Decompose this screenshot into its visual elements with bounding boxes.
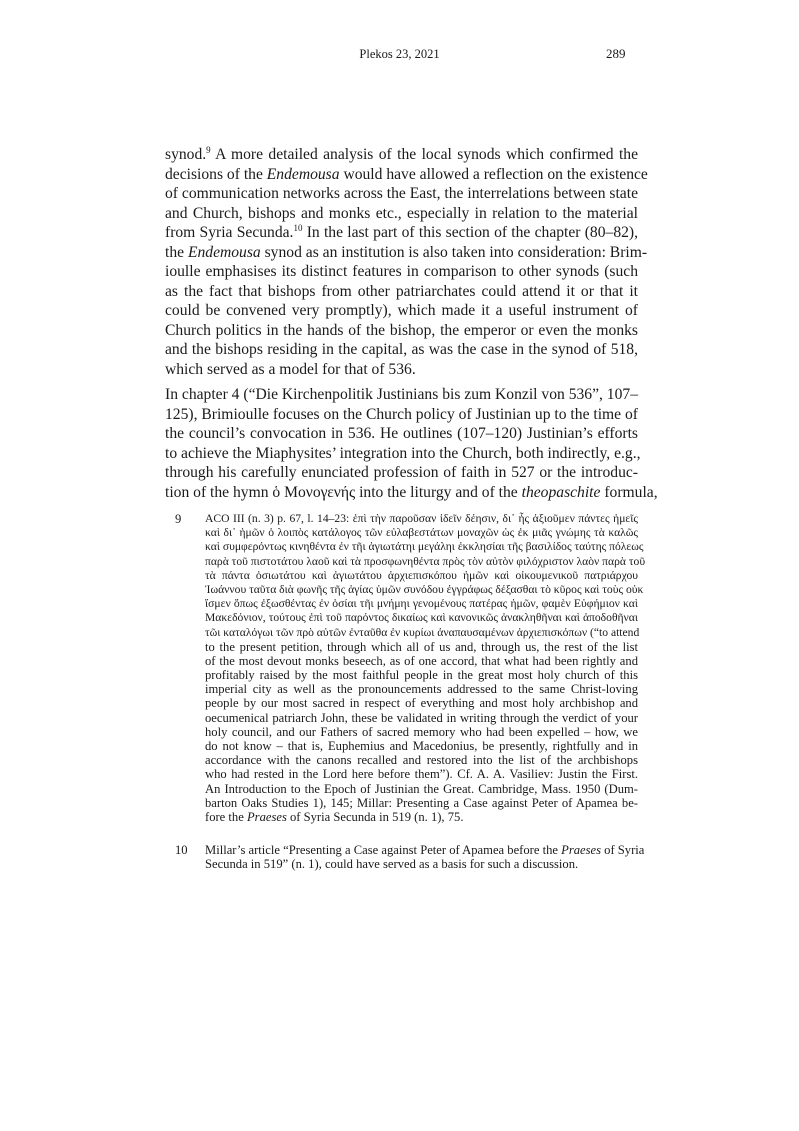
text-run: who had rested in the Lord here before them”). Cf. A. A. Vasiliev: Justin the First. [205, 767, 638, 782]
text-line [165, 165, 648, 185]
text-run: and Church, bishops and monks etc., especially in relation to the material [165, 204, 638, 222]
italic-text: theopaschite [521, 483, 601, 501]
footnote-line [205, 725, 638, 739]
text-run: the council’s convocation in 536. He outlines (107–120) Justinian’s efforts [165, 425, 638, 442]
text-line [165, 385, 638, 405]
footnote-reference: 9 [206, 144, 211, 155]
greek-quote-line [205, 540, 644, 554]
text-run: A more detailed analysis of the local synods which confirmed the [210, 146, 638, 163]
footnote-line [205, 753, 638, 767]
paragraph-1 [165, 144, 648, 379]
text-run: Μακεδόνιον, τούτους ἐπὶ τοῦ παρόντος δικαίως καὶ κανονικῶς ἀνακληθῆναι καὶ ἀποδοθῆναι [205, 611, 638, 625]
footnote-line [205, 640, 638, 654]
text-run: of communication networks across the East, the interrelations between state [165, 185, 638, 202]
text-run: τὰ πάντα ὁσιωτάτου καὶ ἁγιωτάτου ἀρχιεπισκόπου ἡμῶν καὶ οἰκουμενικοῦ πατριάρχου [205, 568, 638, 582]
text-line [165, 424, 638, 444]
text-run: synod as an institution is also taken into consideration: Brim- [260, 243, 648, 261]
text-run: τῶι καταλόγωι τῶν πρὸ αὐτῶν ἐνταῦθα ἐν κυρίωι ἀναπαυσαμένων ἀρχιεπισκόπων (“to attend [205, 625, 640, 639]
text-run: Secunda in 519” (n. 1), could have served as a basis for such a discussion. [205, 857, 579, 872]
footnote-line [205, 810, 638, 824]
footnote-number: 9 [175, 512, 182, 526]
text-run: of Syria [601, 843, 645, 857]
text-line [165, 145, 638, 165]
italic-text: Endemousa [266, 165, 340, 183]
text-run: as the fact that bishops from other patriarchates could attend it or that it [165, 282, 638, 300]
text-run: ACO III (n. 3) p. 67, l. 14–23: ἐπὶ τὴν παροῦσαν ἰδεῖν δέησιν, δι᾽ ἧς ἀξιοῦμεν πάντες ἡμεῖς [205, 512, 638, 525]
greek-quote-line [205, 582, 644, 597]
text-line [165, 483, 658, 503]
text-run: καὶ συμφερόντως κινηθέντα ἐν τῆι ἁγιωτάτηι μεγάληι ἐκκλησίαι τῆς βασιλίδος ταύτης πόλεως [205, 540, 644, 554]
text-run: 125), Brimioulle focuses on the Church policy of Justinian up to the time of [165, 405, 638, 423]
text-run: oecumenical patriarch John, these be validated in writing through the verdict of your [205, 710, 638, 725]
text-line [165, 243, 648, 263]
footnote-line [205, 654, 638, 668]
text-run: ἴσμεν ὅπως ἐξωσθέντας ἐν ὁσίαι τῆι μνήμηι γενομένους πατέρας ἡμῶν, φαμὲν Εὐφήμιον καὶ [205, 597, 638, 611]
text-run: to the present petition, through which all of us and, through us, the rest of the list [205, 639, 638, 654]
text-line [165, 184, 638, 204]
footnote-line [205, 796, 638, 810]
text-run: καὶ δι᾽ ἡμῶν ὁ λοιπὸς κατάλογος τῶν εὐλαβεστάτων μοναχῶν ὡς ἐκ μιᾶς γνώμης τὰ καλῶς [205, 526, 638, 540]
text-run: In the last part of this section of the chapter (80–82), [302, 224, 639, 241]
italic-text: Praeses [561, 843, 601, 857]
italic-text: Praeses [246, 809, 287, 824]
text-run: ioulle emphasises its distinct features in comparison to other synods (such [165, 263, 638, 280]
text-run: decisions of the [165, 165, 267, 183]
text-run: formula, [600, 483, 658, 501]
text-line [165, 282, 638, 302]
text-line [165, 463, 638, 483]
greek-quote-line [205, 554, 646, 569]
text-run: of Syria Secunda in 519 (n. 1), 75. [286, 809, 464, 824]
text-line [165, 321, 638, 341]
text-line [165, 204, 638, 224]
running-header-title: Plekos 23, 2021 [359, 47, 440, 61]
text-run: παρὰ τοῦ πιστοτάτου λαοῦ καὶ τὰ προσφωνηθέντα πρὸς τὸν αὐτὸν φιλόχριστον λαὸν παρὰ τοῦ [205, 554, 646, 568]
text-run: Church politics in the hands of the bishop, the emperor or even the monks [165, 321, 638, 339]
text-line [165, 262, 638, 282]
footnote-line [205, 739, 638, 753]
text-run: would have allowed a reflection on the existence [339, 165, 648, 183]
footnote-line [205, 843, 645, 857]
text-line [165, 405, 638, 425]
greek-quote-line [205, 626, 638, 640]
text-run: accordance with the canons recalled and restored into the list of the archbishops [205, 753, 638, 768]
text-line [165, 444, 641, 464]
text-run: which served as a model for that of 536. [165, 360, 416, 378]
text-run: could be convened very promptly), which made it a useful instrument of [165, 302, 638, 319]
page-number: 289 [606, 46, 626, 61]
greek-quote-line [205, 597, 638, 611]
text-run: imperial city as well as the pronouncements addressed to the same Christ-loving [205, 682, 638, 697]
text-run: of the most devout monks beseech, as of one accord, that what had been rightly and [205, 653, 638, 668]
text-run: and the bishops residing in the capital, as was the case in the synod of 518, [165, 341, 638, 358]
text-run: Ἰωάννου ταῦτα διὰ φωνῆς τῆς ἁγίας ὑμῶν συνόδου ἐγγράφως δέξασθαι τὸ κῦρος καὶ τοὺς οὐκ [205, 582, 644, 596]
footnote-text [205, 512, 646, 824]
footnote-line [205, 668, 638, 682]
text-run: to achieve the Miaphysites’ integration into the Church, both indirectly, e.g., [165, 444, 641, 462]
greek-quote-line [205, 569, 638, 583]
text-run: Millar’s article “Presenting a Case against Peter of Apamea before the [205, 843, 562, 857]
text-run: do not know – that is, Euphemius and Macedonius, be presently, rightfully and in [205, 739, 638, 753]
text-run: tion of the hymn ὁ Μονογενής into the liturgy and of the [165, 483, 522, 501]
text-run: synod. [165, 146, 207, 163]
footnote-line [205, 857, 638, 871]
text-run: the [165, 243, 188, 261]
footnote-line [205, 782, 638, 796]
text-run: barton Oaks Studies 1), 145; Millar: Presenting a Case against Peter of Apamea be- [205, 795, 638, 810]
text-line [165, 223, 638, 243]
footnote-line [205, 767, 638, 781]
italic-text: Endemousa [187, 243, 261, 261]
text-run: holy council, and our Fathers of sacred memory who had been expelled – how, we [205, 724, 638, 739]
footnote-number: 10 [175, 843, 188, 857]
text-line [165, 360, 638, 380]
greek-quote-line [205, 512, 638, 526]
footnote-line [205, 711, 638, 725]
text-run: people by our most sacred in respect of everything and most holy archbishop and [205, 696, 638, 711]
text-run: fore the [205, 809, 247, 824]
footnote-line [205, 696, 638, 710]
footnote-reference: 10 [293, 222, 303, 233]
text-run: An Introduction to the Epoch of Justinian the Great. Cambridge, Mass. 1950 (Dum- [205, 781, 638, 796]
footnote-line [205, 682, 638, 696]
text-run: through his carefully enunciated profession of faith in 527 or the introduc- [165, 464, 638, 481]
text-run: profitably raised by the most faithful people in the great most holy church of this [205, 668, 638, 683]
text-line [165, 340, 638, 360]
text-run: In chapter 4 (“Die Kirchenpolitik Justinians bis zum Konzil von 536”, 107– [165, 386, 638, 403]
greek-quote-line [205, 526, 638, 540]
text-line [165, 301, 638, 321]
paragraph-2 [165, 385, 658, 502]
greek-quote-line [205, 611, 638, 625]
footnote-text [205, 843, 645, 872]
text-run: from Syria Secunda. [165, 224, 294, 241]
